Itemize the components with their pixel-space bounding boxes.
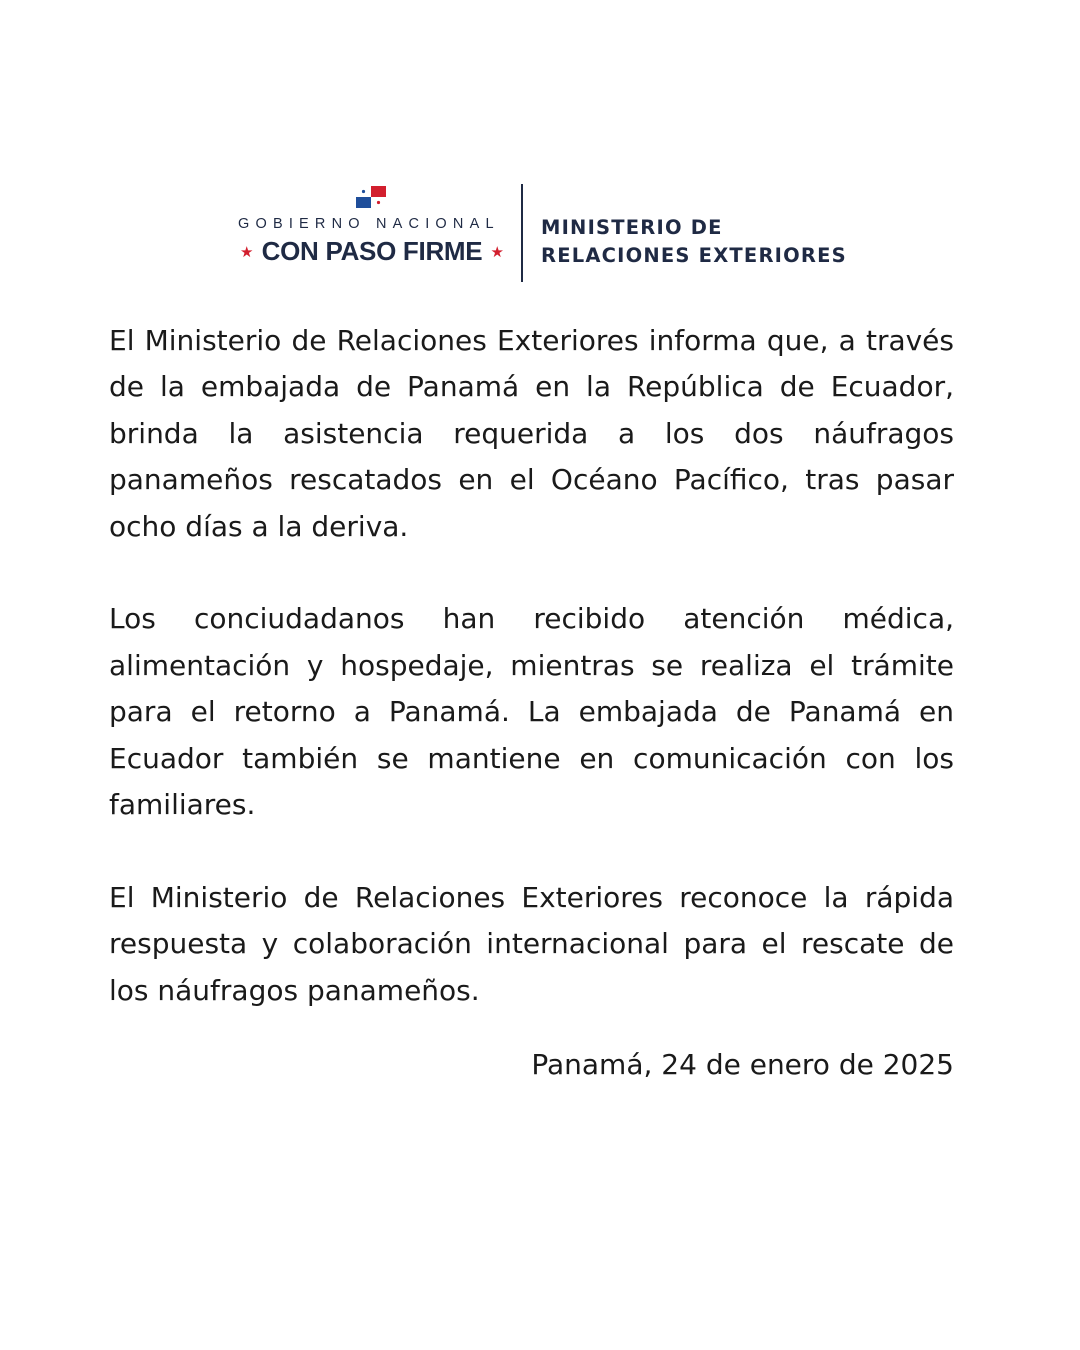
place-and-date: Panamá, 24 de enero de 2025 (531, 1048, 954, 1081)
ministry-name-line-2: RELACIONES EXTERIORES (541, 244, 847, 267)
panama-flag-icon (356, 186, 386, 208)
header-divider (521, 184, 523, 282)
star-icon: ★ (240, 242, 254, 261)
statement-body (109, 318, 954, 1060)
government-label: GOBIERNO NACIONAL (238, 216, 500, 232)
statement-paragraph-1: El Ministerio de Relaciones Exteriores informa que, a través de la embajada de Panamá en la República de Ecuador, brinda la asistencia requerida a los dos náufragos panameños rescatados en el Océano Pacífico, tras pasar ocho días a la deriva. (109, 324, 954, 543)
motto-line (240, 236, 504, 267)
ministry-name (541, 214, 847, 270)
statement-paragraph-2: Los conciudadanos han recibido atención médica, alimentación y hospedaje, mientras se realiza el trámite para el retorno a Panamá. La embajada de Panamá en Ecuador también se mantiene en comunicación con los familiares. (109, 602, 954, 822)
statement-paragraph-3: El Ministerio de Relaciones Exteriores reconoce la rápida respuesta y colaboración internacional para el rescate de los náufragos panameños. (109, 880, 954, 1007)
star-icon: ★ (490, 242, 504, 261)
ministry-header-logo (0, 182, 1080, 286)
motto-text: CON PASO FIRME (261, 236, 483, 266)
ministry-name-line-1: MINISTERIO DE (541, 216, 723, 239)
